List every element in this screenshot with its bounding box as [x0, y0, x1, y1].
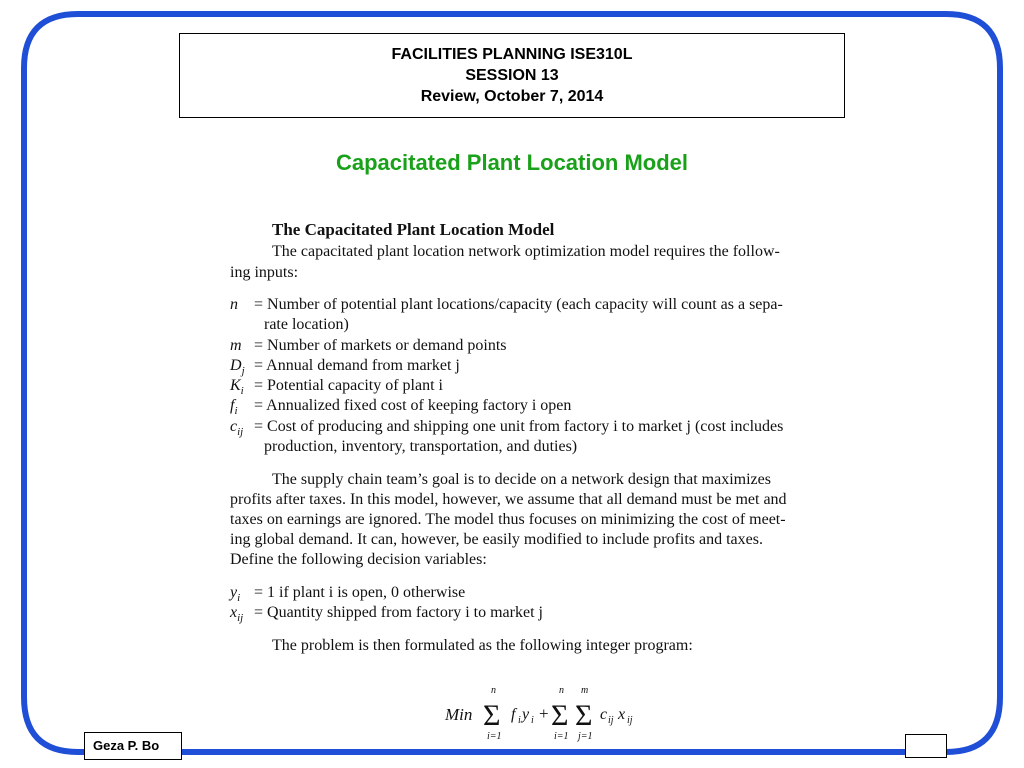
- eq-sum3-top: m: [581, 685, 589, 696]
- eq-min: Min: [445, 705, 473, 724]
- def-n: [230, 295, 855, 315]
- eq-term1-y: y: [522, 706, 530, 723]
- symbol-k: K: [230, 377, 241, 394]
- symbol-d-sub: j: [241, 365, 245, 378]
- symbol-k-sub: i: [240, 385, 244, 398]
- eq-sum1-bottom: i=1: [487, 731, 502, 742]
- eq-sigma-3: Σ: [575, 699, 593, 732]
- scanned-textbook-page: [225, 215, 865, 750]
- var-x-text: = Quantity shipped from factory i to market j: [254, 604, 543, 621]
- course-header: [179, 33, 845, 118]
- footer-page-box: [905, 734, 947, 758]
- eq-sum1-top: n: [491, 685, 496, 696]
- eq-plus: +: [539, 704, 549, 723]
- symbol-c: c: [230, 418, 238, 435]
- review-date: Review, October 7, 2014: [420, 88, 604, 105]
- intro-line-1: The capacitated plant location network optimization model requires the follow-: [272, 243, 780, 260]
- symbol-f-sub: i: [234, 405, 238, 418]
- eq-sum3-bottom: j=1: [578, 731, 593, 742]
- intro-line-2: ing inputs:: [230, 264, 299, 281]
- eq-term1-f-sub: i: [518, 715, 521, 726]
- goal-line-4: ing global demand. It can, however, be easily modified to include profits and taxes.: [230, 531, 763, 548]
- formulation-line: The problem is then formulated as the following integer program:: [272, 637, 693, 654]
- def-n-cont: rate location): [264, 316, 349, 333]
- goal-line-5: Define the following decision variables:: [230, 551, 487, 568]
- def-k-text: = Potential capacity of plant i: [254, 377, 443, 394]
- def-c-cont: production, inventory, transportation, and duties): [264, 438, 578, 455]
- symbol-m: m: [230, 337, 242, 354]
- section-heading: The Capacitated Plant Location Model: [272, 220, 555, 239]
- symbol-x-sub: ij: [237, 612, 244, 625]
- session-label: SESSION 13: [465, 67, 559, 84]
- symbol-f: f: [230, 397, 235, 414]
- def-m: [230, 336, 855, 356]
- eq-term2-c: c: [600, 706, 608, 723]
- goal-line-3: taxes on earnings are ignored. The model thus focuses on minimizing the cost of meet-: [230, 511, 786, 528]
- goal-line-1: The supply chain team’s goal is to decide on a network design that maximizes: [272, 471, 771, 488]
- eq-sigma-2: Σ: [551, 699, 569, 732]
- symbol-n: n: [230, 296, 238, 313]
- goal-line-2: profits after taxes. In this model, however, we assume that all demand must be met and: [230, 491, 787, 508]
- eq-term1-y-sub: i: [531, 715, 534, 726]
- eq-term2-c-sub: ij: [608, 715, 614, 726]
- def-d-text: = Annual demand from market j: [254, 357, 460, 374]
- eq-term2-x-sub: ij: [627, 715, 633, 726]
- symbol-c-sub: ij: [237, 426, 244, 439]
- eq-sigma-1: Σ: [483, 699, 501, 732]
- def-f-text: = Annualized fixed cost of keeping factory i open: [254, 397, 572, 414]
- eq-sum2-top: n: [559, 685, 564, 696]
- symbol-x: x: [230, 604, 238, 621]
- symbol-y-sub: i: [237, 592, 241, 605]
- def-n-text: = Number of potential plant locations/capacity (each capacity will count as a sepa-: [254, 296, 783, 313]
- def-m-text: = Number of markets or demand points: [254, 337, 507, 354]
- slide-title: Capacitated Plant Location Model: [335, 150, 689, 175]
- footer-author: Geza P. Bo: [84, 732, 182, 760]
- eq-term2-x: x: [618, 706, 626, 723]
- def-c-text: = Cost of producing and shipping one unit from factory i to market j (cost includes: [254, 418, 784, 435]
- course-title: FACILITIES PLANNING ISE310L: [391, 46, 633, 63]
- objective-equation: [225, 685, 865, 745]
- symbol-y: y: [230, 584, 238, 601]
- var-x: [230, 603, 855, 628]
- eq-sum2-bottom: i=1: [554, 731, 569, 742]
- symbol-d: D: [230, 357, 242, 374]
- var-y-text: = 1 if plant i is open, 0 otherwise: [254, 584, 466, 601]
- eq-term1-f: f: [511, 706, 516, 723]
